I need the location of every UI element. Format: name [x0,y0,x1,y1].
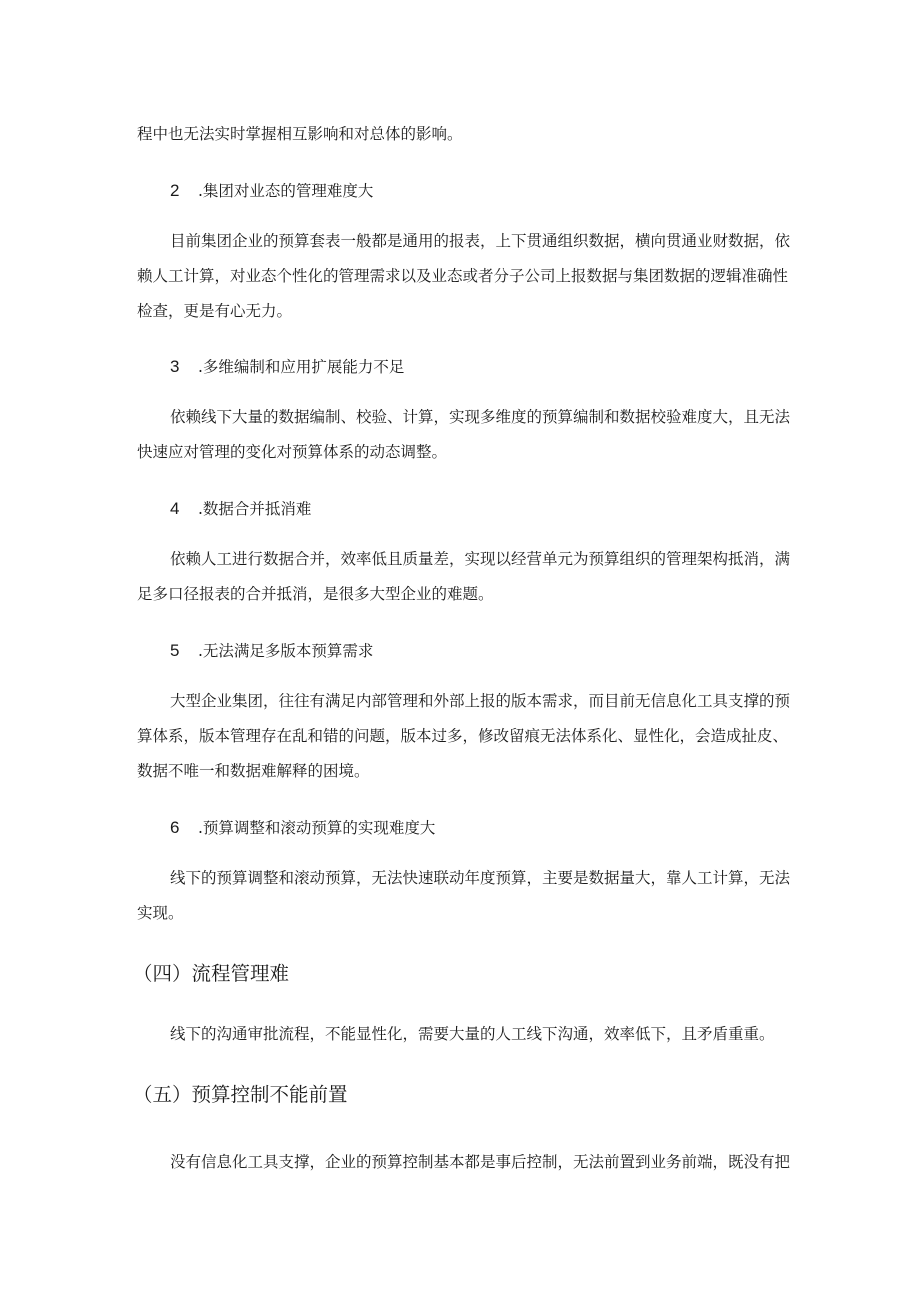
paragraph-line: 快速应对管理的变化对预算体系的动态调整。 [137,443,448,461]
paragraph-line: 目前集团企业的预算套表一般都是通用的报表，上下贯通组织数据，横向贯通业财数据，依 [170,232,791,250]
item-title: .无法满足多版本预算需求 [198,642,374,660]
item-title: .预算调整和滚动预算的实现难度大 [198,819,436,837]
section-heading-process: （四）流程管理难 [133,962,290,985]
paragraph-line: 依赖线下大量的数据编制、校验、计算，实现多维度的预算编制和数据校验难度大，且无法 [170,408,791,426]
item-heading-6 [170,818,435,838]
item-number: 6 [170,818,180,837]
intro-continuation-text: 程中也无法实时掌握相互影响和对总体的影响。 [137,125,463,143]
item-heading-5 [170,641,373,661]
paragraph-line: 检查，更是有心无力。 [137,302,293,320]
item-title: .数据合并抵消难 [198,500,312,518]
paragraph-line: 实现。 [137,904,184,922]
paragraph-line: 没有信息化工具支撑，企业的预算控制基本都是事后控制，无法前置到业务前端，既没有把 [170,1153,791,1171]
item-number: 5 [170,641,180,660]
paragraph-line: 大型企业集团，往往有满足内部管理和外部上报的版本需求，而目前无信息化工具支撑的预 [170,692,791,710]
item-title: .集团对业态的管理难度大 [198,182,374,200]
paragraph-line: 足多口径报表的合并抵消，是很多大型企业的难题。 [137,585,494,603]
paragraph-line: 依赖人工进行数据合并，效率低且质量差，实现以经营单元为预算组织的管理架构抵消，满 [170,550,791,568]
item-number: 3 [170,357,180,376]
paragraph-line: 算体系，版本管理存在乱和错的问题，版本过多，修改留痕无法体系化、显性化，会造成扯皮、 [137,727,789,745]
section-heading-budget-control: （五）预算控制不能前置 [133,1083,348,1106]
paragraph-line: 赖人工计算，对业态个性化的管理需求以及业态或者分子公司上报数据与集团数据的逻辑准确性 [137,267,789,285]
item-heading-4 [170,499,311,519]
item-title: .多维编制和应用扩展能力不足 [198,358,405,376]
paragraph-line: 数据不唯一和数据难解释的困境。 [137,762,370,780]
paragraph-line: 线下的预算调整和滚动预算，无法快速联动年度预算，主要是数据量大，靠人工计算，无法 [170,869,791,887]
item-number: 2 [170,181,180,200]
item-number: 4 [170,499,180,518]
item-heading-3 [170,357,404,377]
paragraph-line: 线下的沟通审批流程，不能显性化，需要大量的人工线下沟通，效率低下，且矛盾重重。 [170,1025,775,1043]
item-heading-2 [170,181,373,201]
